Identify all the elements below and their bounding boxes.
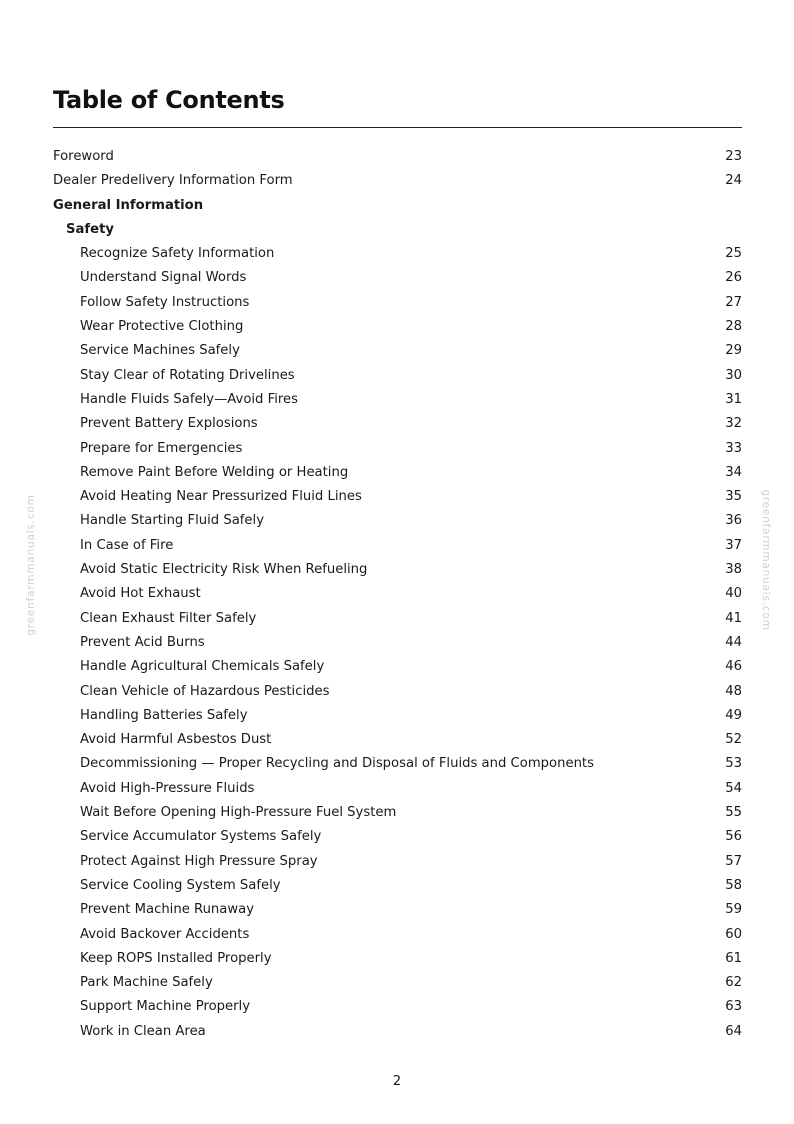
toc-entry-page: 61 bbox=[725, 950, 742, 966]
toc-entry[interactable] bbox=[53, 218, 742, 242]
toc-entry-page: 29 bbox=[725, 343, 742, 359]
toc-entry-label: Service Accumulator Systems Safely bbox=[80, 829, 322, 845]
toc-entry-page: 52 bbox=[725, 732, 742, 748]
toc-entry-label: Clean Vehicle of Hazardous Pesticides bbox=[80, 683, 330, 699]
toc-entry[interactable] bbox=[53, 388, 742, 412]
toc-entry-page: 46 bbox=[725, 659, 742, 675]
toc-entry-page: 27 bbox=[725, 294, 742, 310]
toc-entry[interactable] bbox=[53, 364, 742, 388]
toc-entry-label: Avoid Heating Near Pressurized Fluid Lines bbox=[80, 489, 362, 505]
toc-entry-label: Understand Signal Words bbox=[80, 270, 247, 286]
toc-entry-label: Avoid Static Electricity Risk When Refueling bbox=[80, 562, 368, 578]
toc-entry[interactable] bbox=[53, 850, 742, 874]
toc-entry[interactable] bbox=[53, 971, 742, 995]
toc-entry-page: 48 bbox=[725, 683, 742, 699]
toc-entry-page: 24 bbox=[725, 173, 742, 189]
toc-entry-label: Service Cooling System Safely bbox=[80, 877, 281, 893]
toc-entry[interactable] bbox=[53, 728, 742, 752]
toc-entry-label: Protect Against High Pressure Spray bbox=[80, 853, 318, 869]
toc-entry[interactable] bbox=[53, 631, 742, 655]
toc-entry-page: 58 bbox=[725, 877, 742, 893]
toc-entry-label: General Information bbox=[53, 197, 204, 213]
toc-entry-label: Recognize Safety Information bbox=[80, 246, 275, 262]
toc-entry-page: 23 bbox=[725, 149, 742, 164]
toc-entry-page: 32 bbox=[725, 416, 742, 432]
toc-entry-page: 59 bbox=[725, 902, 742, 918]
toc-entry-page: 54 bbox=[725, 780, 742, 796]
toc-entry-label: Avoid High-Pressure Fluids bbox=[80, 780, 255, 796]
toc-entry-page: 30 bbox=[725, 367, 742, 383]
toc-entry-label: Dealer Predelivery Information Form bbox=[53, 173, 293, 189]
toc-entry-label: In Case of Fire bbox=[80, 537, 174, 553]
toc-entry-page: 37 bbox=[725, 537, 742, 553]
toc-entry-page: 26 bbox=[725, 270, 742, 286]
toc-entry-page: 40 bbox=[725, 586, 742, 602]
toc-entry-page: 63 bbox=[725, 999, 742, 1015]
page-number: 2 bbox=[392, 1074, 402, 1089]
toc-entry-page: 44 bbox=[725, 634, 742, 650]
page-title: Table of Contents bbox=[53, 86, 285, 114]
toc-entry-label: Service Machines Safely bbox=[80, 343, 240, 359]
toc-entry-label: Prevent Machine Runaway bbox=[80, 902, 255, 918]
toc-entry-label: Prepare for Emergencies bbox=[80, 440, 243, 456]
toc-entry[interactable] bbox=[53, 923, 742, 947]
toc-entry-label: Work in Clean Area bbox=[80, 1023, 206, 1039]
toc-entry-label: Safety bbox=[66, 221, 114, 237]
toc-entry[interactable] bbox=[53, 1020, 742, 1044]
toc-entry[interactable] bbox=[53, 704, 742, 728]
toc-entry[interactable] bbox=[53, 801, 742, 825]
toc-entry-label: Avoid Backover Accidents bbox=[80, 926, 250, 942]
toc-entry[interactable] bbox=[53, 582, 742, 606]
toc-entry-page: 56 bbox=[725, 829, 742, 845]
toc-entry-label: Park Machine Safely bbox=[80, 975, 213, 991]
toc-entry-label: Prevent Acid Burns bbox=[80, 634, 205, 650]
title-divider bbox=[53, 127, 742, 128]
toc-entry-label: Follow Safety Instructions bbox=[80, 294, 250, 310]
toc-entry[interactable] bbox=[53, 485, 742, 509]
watermark-left: greenfarmmanuals.com bbox=[25, 494, 37, 636]
toc-entry[interactable] bbox=[53, 558, 742, 582]
toc-entry[interactable] bbox=[53, 825, 742, 849]
toc-entry[interactable] bbox=[53, 145, 742, 169]
toc-entry[interactable] bbox=[53, 534, 742, 558]
toc-entry[interactable] bbox=[53, 266, 742, 290]
toc-entry-label: Prevent Battery Explosions bbox=[80, 416, 258, 432]
toc-entry-page: 49 bbox=[725, 707, 742, 723]
toc-entry-page: 25 bbox=[725, 246, 742, 262]
toc-entry[interactable] bbox=[53, 461, 742, 485]
toc-entry-label: Support Machine Properly bbox=[80, 999, 251, 1015]
toc-entry[interactable] bbox=[53, 169, 742, 193]
watermark-right: greenfarmmanuals.com bbox=[760, 489, 772, 631]
toc-entry-label: Handle Agricultural Chemicals Safely bbox=[80, 659, 325, 675]
toc-entry-page: 35 bbox=[725, 489, 742, 505]
toc-entry[interactable] bbox=[53, 291, 742, 315]
toc-entry[interactable] bbox=[53, 509, 742, 533]
toc-entry-page: 57 bbox=[725, 853, 742, 869]
toc-entry-label: Handle Starting Fluid Safely bbox=[80, 513, 265, 529]
toc-entry-label: Wait Before Opening High-Pressure Fuel System bbox=[80, 805, 397, 821]
toc-entry[interactable] bbox=[53, 437, 742, 461]
toc-entry[interactable] bbox=[53, 995, 742, 1019]
toc-entry[interactable] bbox=[53, 874, 742, 898]
toc-entry-label: Stay Clear of Rotating Drivelines bbox=[80, 367, 295, 383]
toc-entry-label: Clean Exhaust Filter Safely bbox=[80, 610, 257, 626]
toc-entry[interactable] bbox=[53, 655, 742, 679]
toc-entry-page: 64 bbox=[725, 1023, 742, 1039]
toc-entry[interactable] bbox=[53, 242, 742, 266]
toc-entry-label: Wear Protective Clothing bbox=[80, 319, 244, 335]
toc-entry[interactable] bbox=[53, 777, 742, 801]
toc-entry[interactable] bbox=[53, 194, 742, 218]
toc-entry-page: 36 bbox=[725, 513, 742, 529]
toc-entry-label: Keep ROPS Installed Properly bbox=[80, 950, 272, 966]
toc-entry[interactable] bbox=[53, 339, 742, 363]
toc-entry-label: Handle Fluids Safely—Avoid Fires bbox=[80, 391, 299, 407]
toc-entry-label: Handling Batteries Safely bbox=[80, 707, 248, 723]
toc-entry-page: 60 bbox=[725, 926, 742, 942]
toc-entry-page: 41 bbox=[725, 610, 742, 626]
toc-entry[interactable] bbox=[53, 315, 742, 339]
toc-entry-page: 31 bbox=[725, 391, 742, 407]
toc-entry-label: Decommissioning — Proper Recycling and Disposal of Fluids and Components bbox=[80, 756, 594, 772]
toc-entry[interactable] bbox=[53, 947, 742, 971]
toc-entry[interactable] bbox=[53, 607, 742, 631]
toc-list bbox=[53, 145, 742, 1044]
toc-entry[interactable] bbox=[53, 898, 742, 922]
toc-entry[interactable] bbox=[53, 752, 742, 776]
toc-entry-page: 38 bbox=[725, 562, 742, 578]
toc-entry-label: Foreword bbox=[53, 149, 114, 164]
toc-entry-label: Avoid Hot Exhaust bbox=[80, 586, 201, 602]
toc-entry-label: Remove Paint Before Welding or Heating bbox=[80, 464, 349, 480]
toc-entry-label: Avoid Harmful Asbestos Dust bbox=[80, 732, 272, 748]
toc-entry[interactable] bbox=[53, 680, 742, 704]
toc-entry-page: 55 bbox=[725, 805, 742, 821]
toc-entry-page: 28 bbox=[725, 319, 742, 335]
toc-entry-page: 53 bbox=[725, 756, 742, 772]
toc-entry-page: 33 bbox=[725, 440, 742, 456]
toc-entry-page: 34 bbox=[725, 464, 742, 480]
toc-entry-page: 62 bbox=[725, 975, 742, 991]
toc-entry[interactable] bbox=[53, 412, 742, 436]
